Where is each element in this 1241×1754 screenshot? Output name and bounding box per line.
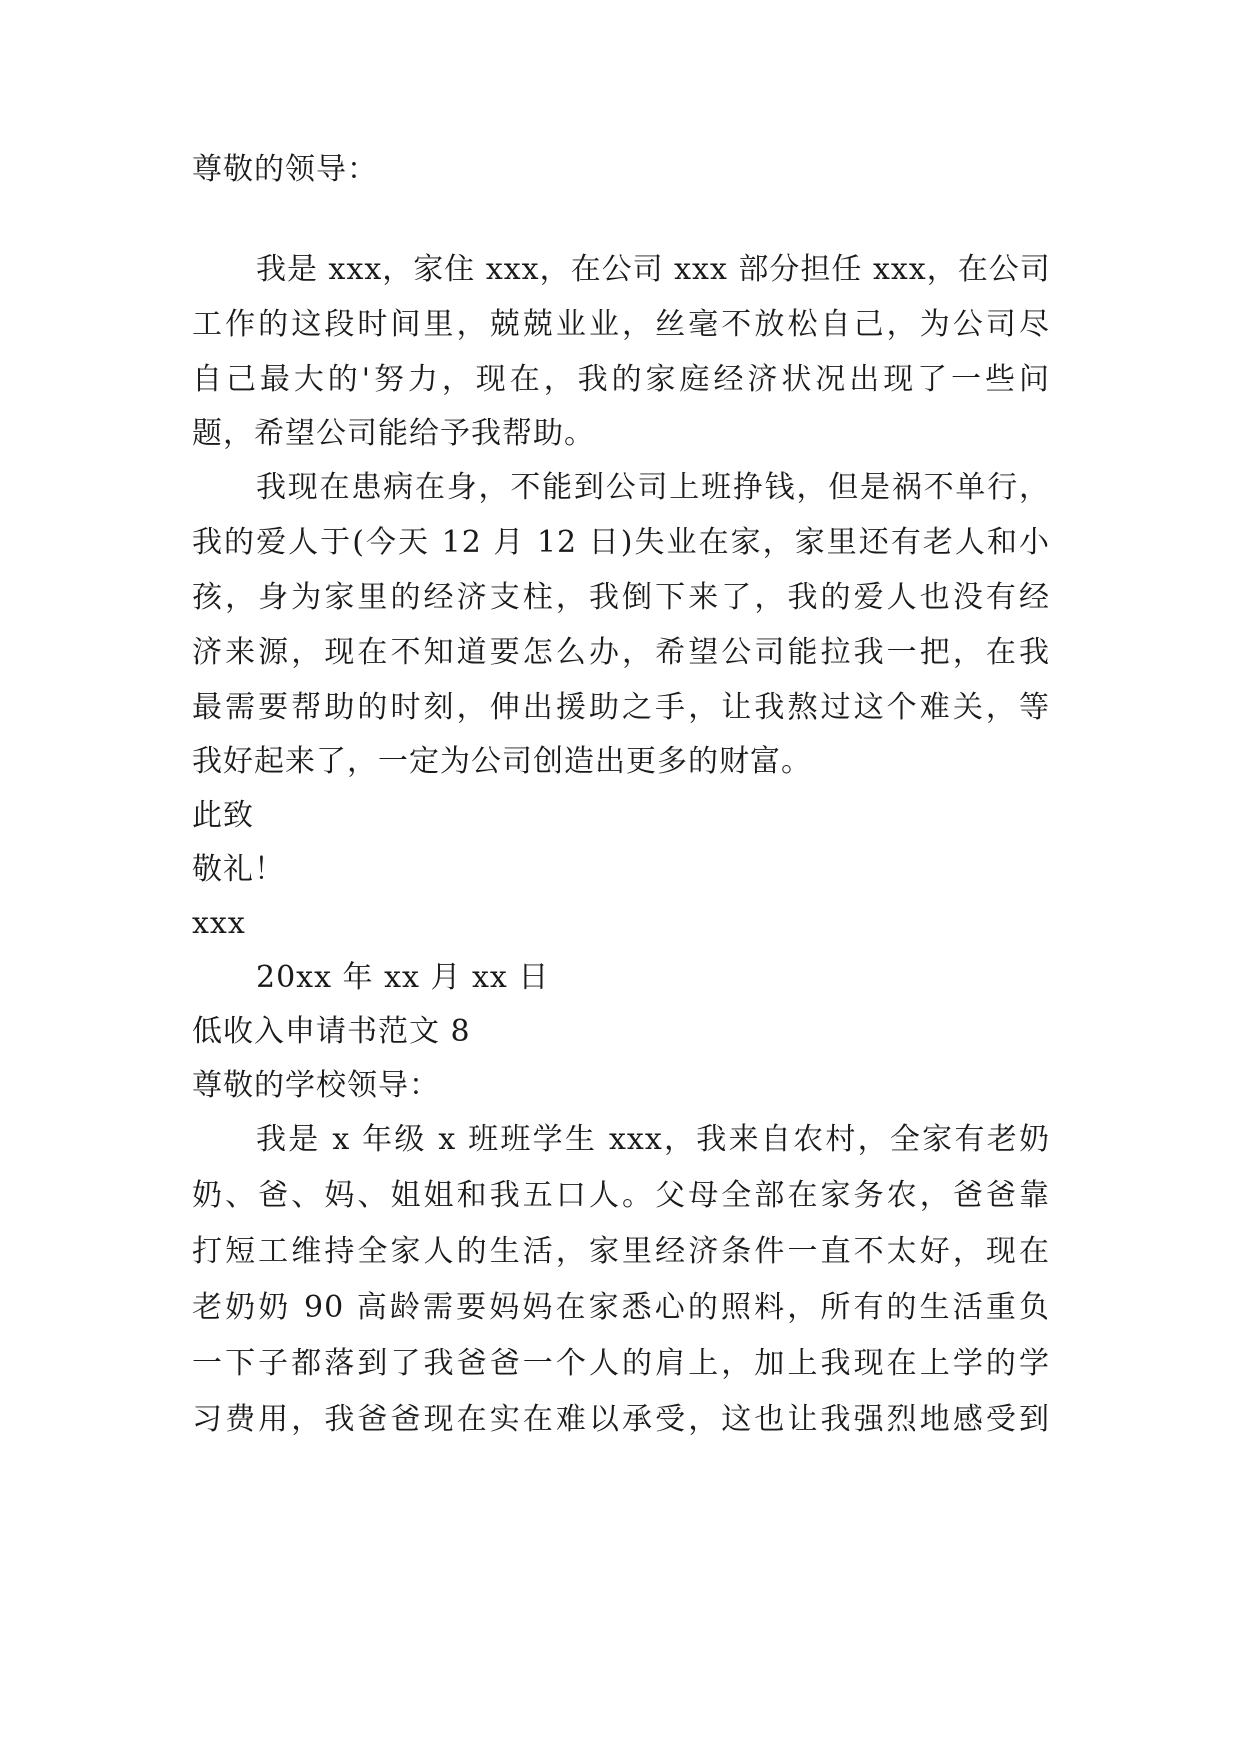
paragraph-line: 打短工维持全家人的生活，家里经济条件一直不太好，现在 <box>192 1234 1050 1269</box>
date: 20xx 年 xx 月 xx 日 <box>256 960 550 995</box>
paragraph-line: 一下子都落到了我爸爸一个人的肩上，加上我现在上学的学 <box>192 1346 1050 1381</box>
paragraph-line: 题，希望公司能给予我帮助。 <box>192 416 595 451</box>
paragraph-line: 工作的这段时间里，兢兢业业，丝毫不放松自己，为公司尽 <box>192 307 1050 342</box>
paragraph-line: 奶、爸、妈、姐姐和我五口人。父母全部在家务农，爸爸靠 <box>192 1178 1050 1213</box>
paragraph-line: 我是 x 年级 x 班班学生 xxx，我来自农村，全家有老奶 <box>256 1122 1050 1157</box>
paragraph-line: 我好起来了，一定为公司创造出更多的财富。 <box>192 744 812 779</box>
paragraph-line: 我是 xxx，家住 xxx，在公司 xxx 部分担任 xxx，在公司 <box>256 252 1051 287</box>
paragraph-line: 我的爱人于(今天 12 月 12 日)失业在家，家里还有老人和小 <box>192 525 1050 560</box>
paragraph-line: 孩，身为家里的经济支柱，我倒下来了，我的爱人也没有经 <box>192 580 1050 615</box>
closing-line: 敬礼！ <box>192 852 285 887</box>
paragraph-line: 习费用，我爸爸现在实在难以承受，这也让我强烈地感受到 <box>192 1402 1050 1437</box>
closing-line: 此致 <box>192 798 254 833</box>
paragraph-line: 老奶奶 90 高龄需要妈妈在家悉心的照料，所有的生活重负 <box>192 1290 1050 1325</box>
paragraph-line: 最需要帮助的时刻，伸出援助之手，让我熬过这个难关，等 <box>192 690 1050 725</box>
salutation: 尊敬的领导： <box>192 152 378 187</box>
signature: xxx <box>192 906 246 941</box>
paragraph-line: 济来源，现在不知道要怎么办，希望公司能拉我一把，在我 <box>192 635 1050 670</box>
paragraph-line: 自己最大的'努力，现在，我的家庭经济状况出现了一些问 <box>192 362 1050 397</box>
salutation: 尊敬的学校领导： <box>192 1068 440 1103</box>
section-title: 低收入申请书范文 8 <box>192 1014 471 1049</box>
paragraph-line: 我现在患病在身，不能到公司上班挣钱，但是祸不单行， <box>256 470 1050 505</box>
